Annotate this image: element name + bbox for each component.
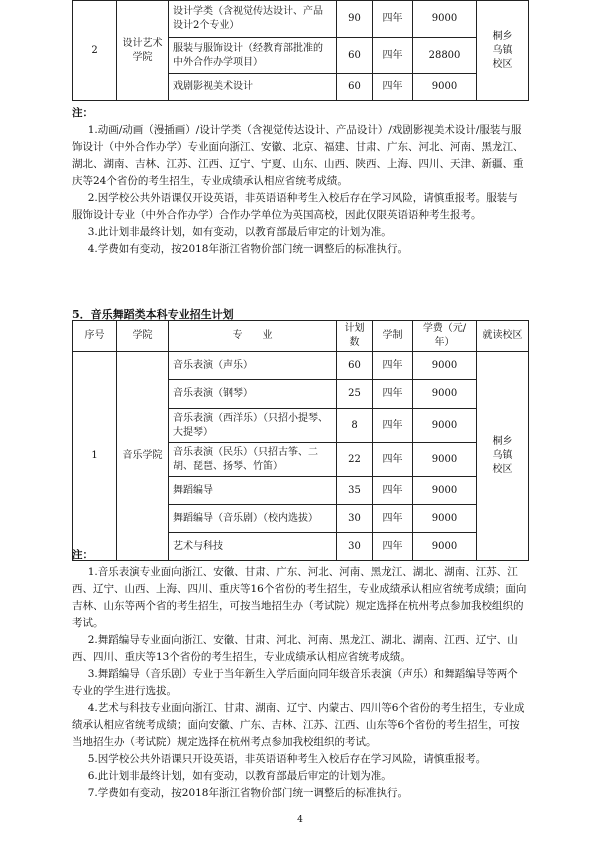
design-plan-table (72, 0, 529, 101)
plan-cell: 35 (337, 477, 373, 505)
note-item: 5.因学校公共外语课只开设英语，非英语语种考生入校后存在学习风险，请慎重报考。 (87, 753, 487, 765)
note-item: 2.因学校公共外语课仅开设英语，非英语语种考生入校后存在学习风险，请慎重报考。服装与服饰设计专业（中外合作办学）合作办学单位为英国高校，因此仅限英语语种考生报考。 (72, 192, 518, 221)
header-college: 学院 (117, 321, 169, 352)
campus-cell: 桐乡乌镇校区 (477, 352, 529, 561)
note-item: 3.舞蹈编导（音乐剧）专业于当年新生入学后面向同年级音乐表演（声乐）和舞蹈编导等两个专业的学生进行选拔。 (72, 668, 518, 697)
plan-cell: 30 (337, 533, 373, 561)
note-item: 2.舞蹈编导专业面向浙江、安徽、甘肃、河北、河南、黑龙江、湖北、湖南、江西、辽宁、山西、四川、重庆等13个省份的考生招生，专业成绩承认相应省统考成绩。 (72, 634, 518, 663)
header-campus: 就读校区 (477, 321, 529, 352)
note-item: 7.学费如有变动，按2018年浙江省物价部门统一调整后的标准执行。 (87, 787, 408, 799)
note-item: 4.艺术与科技专业面向浙江、甘肃、湖南、辽宁、内蒙古、四川等6个省份的考生招生，专业成绩承认相应省统考成绩；面向安徽、广东、吉林、江苏、江西、山东等6个省份的考生招生，可按当地招生办（考试院）规定选择在杭州考点参加我校组织的考试。 (72, 702, 525, 748)
header-years: 学制 (373, 321, 413, 352)
fee-cell: 9000 (413, 505, 477, 533)
header-fee: 学费（元/年） (413, 321, 477, 352)
fee-cell: 9000 (413, 74, 477, 101)
page-number: 4 (297, 815, 303, 825)
major-cell: 设计学类（含视觉传达设计、产品设计2个专业） (169, 1, 337, 38)
row-number: 1 (73, 352, 117, 561)
major-cell: 音乐表演（民乐）（只招古筝、二胡、琵琶、扬琴、竹笛） (169, 443, 337, 477)
plan-cell: 60 (337, 352, 373, 380)
section-title: 5．音乐舞蹈类本科专业招生计划 (72, 308, 234, 321)
years-cell: 四年 (373, 74, 413, 101)
plan-cell: 8 (337, 409, 373, 443)
plan-cell: 30 (337, 505, 373, 533)
note-item: 4.学费如有变动，按2018年浙江省物价部门统一调整后的标准执行。 (87, 243, 408, 255)
fee-cell: 9000 (413, 409, 477, 443)
note-item: 1.音乐表演专业面向浙江、安徽、甘肃、广东、河北、河南、黑龙江、湖北、湖南、江苏、江西、辽宁、山西、上海、四川、重庆等16个省份的考生招生，专业成绩承认相应省统考成绩；面向吉林、山东等两个省的考生招生，可按当地招生办（考试院）规定选择在杭州考点参加我校组织的考试。 (72, 566, 527, 629)
years-cell: 四年 (373, 380, 413, 409)
notes-design (72, 105, 528, 258)
notes-title: 注： (72, 549, 93, 561)
years-cell: 四年 (373, 409, 413, 443)
years-cell: 四年 (373, 1, 413, 38)
fee-cell: 9000 (413, 477, 477, 505)
notes-music (72, 547, 528, 802)
note-item: 6.此计划非最终计划，如有变动，以教育部最后审定的计划为准。 (87, 770, 392, 782)
major-cell: 艺术与科技 (169, 533, 337, 561)
major-cell: 戏剧影视美术设计 (169, 74, 337, 101)
major-cell: 舞蹈编导 (169, 477, 337, 505)
note-item: 1.动画/动画（漫插画）/设计学类（含视觉传达设计、产品设计）/戏剧影视美术设计/服装与服饰设计（中外合作办学）专业面向浙江、安徽、北京、福建、甘肃、广东、河北、河南、黑龙江、湖北、湖南、吉林、江苏、江西、辽宁、宁夏、山东、山西、陕西、上海、四川、天津、新疆、重庆等24个省份的考生招生，专业成绩承认相应省统考成绩。 (72, 124, 524, 187)
major-cell: 音乐表演（钢琴） (169, 380, 337, 409)
plan-cell: 60 (337, 74, 373, 101)
fee-cell: 9000 (413, 380, 477, 409)
campus-cell: 桐乡乌镇校区 (477, 1, 529, 101)
fee-cell: 9000 (413, 443, 477, 477)
college-name: 音乐学院 (117, 352, 169, 561)
years-cell: 四年 (373, 533, 413, 561)
years-cell: 四年 (373, 477, 413, 505)
fee-cell: 9000 (413, 533, 477, 561)
major-cell: 音乐表演（声乐） (169, 352, 337, 380)
major-cell: 服装与服饰设计（经教育部批准的中外合作办学项目） (169, 38, 337, 74)
major-cell: 音乐表演（西洋乐）（只招小提琴、大提琴） (169, 409, 337, 443)
header-plan: 计划数 (337, 321, 373, 352)
notes-title: 注： (72, 107, 93, 119)
plan-cell: 90 (337, 1, 373, 38)
years-cell: 四年 (373, 505, 413, 533)
header-major: 专 业 (169, 321, 337, 352)
music-plan-table (72, 320, 529, 561)
college-name: 设计艺术学院 (117, 1, 169, 101)
plan-cell: 60 (337, 38, 373, 74)
years-cell: 四年 (373, 38, 413, 74)
header-no: 序号 (73, 321, 117, 352)
plan-cell: 22 (337, 443, 373, 477)
years-cell: 四年 (373, 443, 413, 477)
note-item: 3.此计划非最终计划，如有变动，以教育部最后审定的计划为准。 (87, 226, 392, 238)
fee-cell: 9000 (413, 1, 477, 38)
row-number: 2 (73, 1, 117, 101)
fee-cell: 9000 (413, 352, 477, 380)
fee-cell: 28800 (413, 38, 477, 74)
major-cell: 舞蹈编导（音乐剧）（校内选拔） (169, 505, 337, 533)
years-cell: 四年 (373, 352, 413, 380)
plan-cell: 25 (337, 380, 373, 409)
